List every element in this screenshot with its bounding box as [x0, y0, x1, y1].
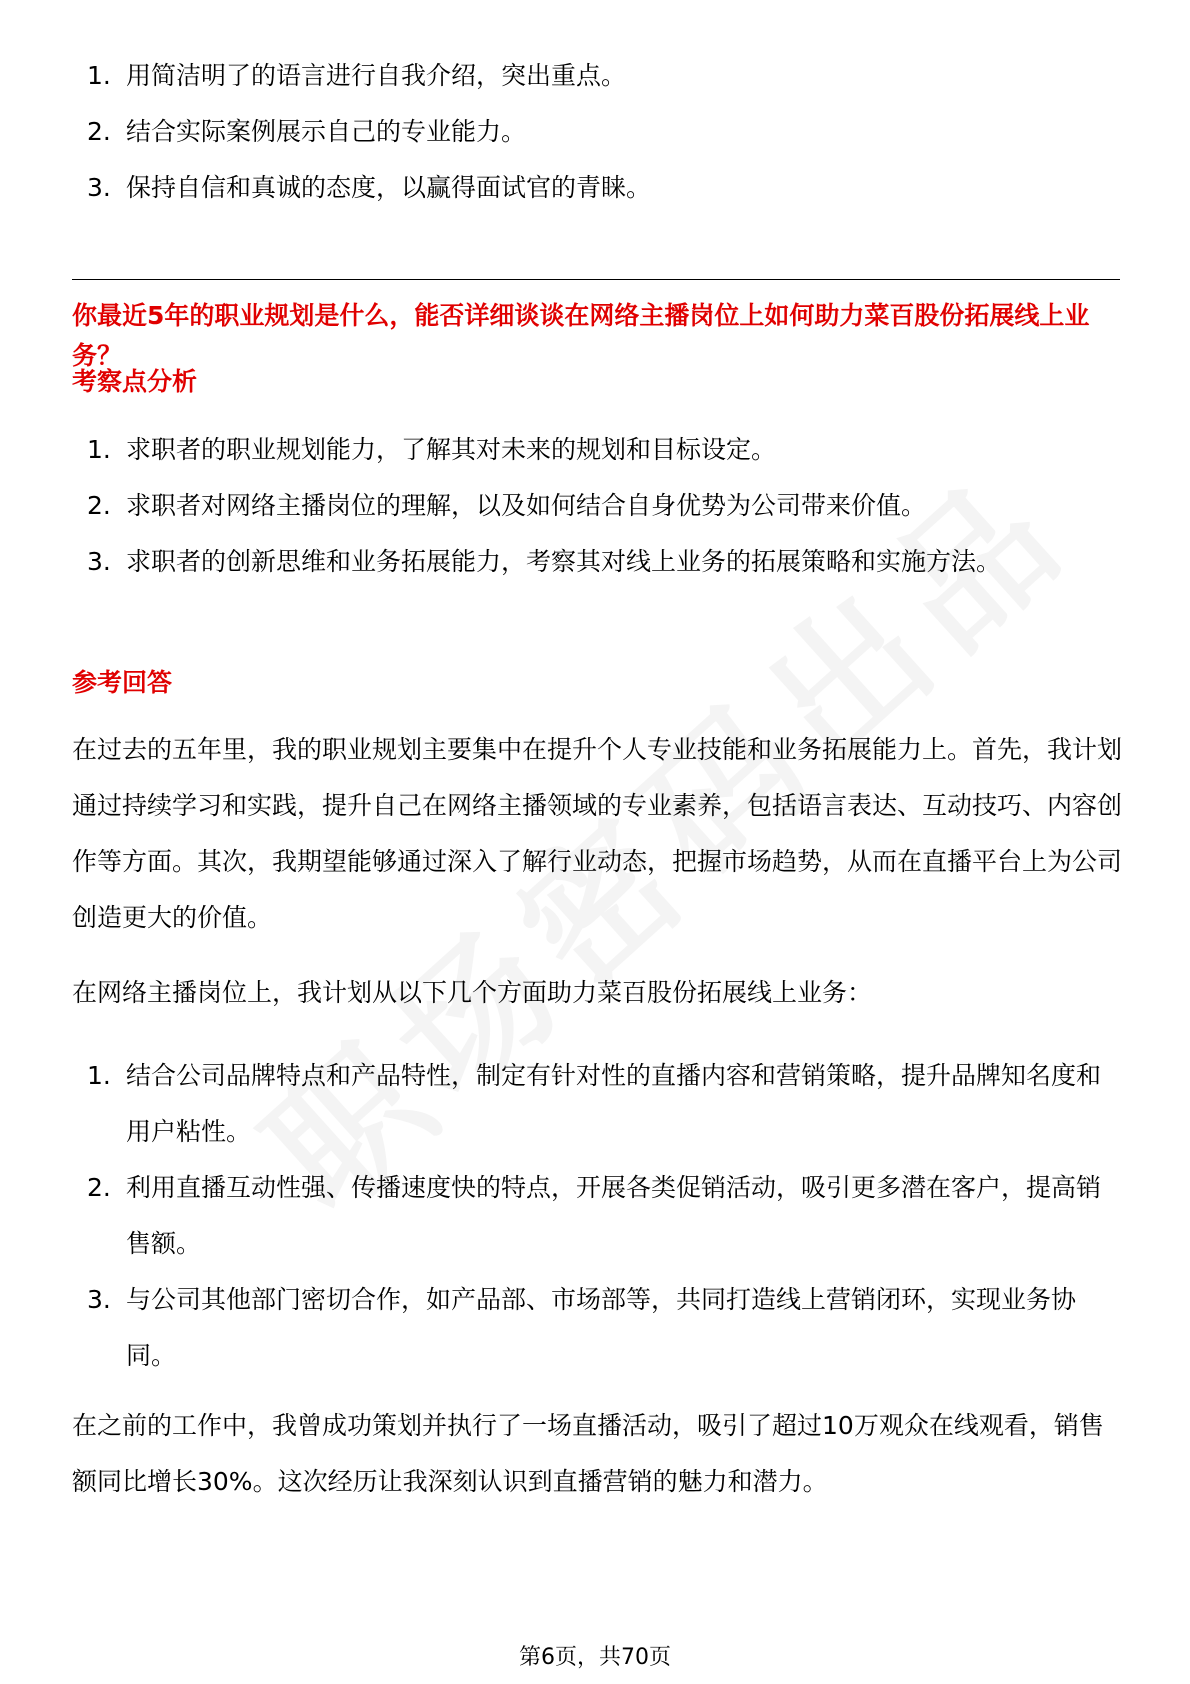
list-item — [0, 534, 1190, 590]
list-item-text: 求职者的创新思维和业务拓展能力，考察其对线上业务的拓展策略和实施方法。 — [126, 547, 1002, 576]
list-number: 2. — [87, 491, 111, 520]
list-item — [0, 422, 1190, 478]
list-number: 3. — [87, 547, 111, 576]
list-item — [0, 1048, 1190, 1160]
list-item-text: 结合公司品牌特点和产品特性，制定有针对性的直播内容和营销策略，提升品牌知名度和用户粘性。 — [126, 1061, 1102, 1146]
list-number: 2. — [87, 1173, 111, 1202]
answer-paragraph: 在过去的五年里，我的职业规划主要集中在提升个人专业技能和业务拓展能力上。首先，我计划通过持续学习和实践，提升自己在网络主播领域的专业素养，包括语言表达、互动技巧、内容创作等方面。其次，我期望能够通过深入了解行业动态，把握市场趋势，从而在直播平台上为公司创造更大的价值。 — [72, 735, 1123, 932]
analysis-heading: 考察点分析 — [72, 367, 198, 396]
list-item — [0, 478, 1190, 534]
list-item — [0, 1160, 1190, 1272]
list-item-text: 求职者对网络主播岗位的理解，以及如何结合自身优势为公司带来价值。 — [126, 491, 927, 520]
list-item-text: 利用直播互动性强、传播速度快的特点，开展各类促销活动，吸引更多潜在客户，提高销售额。 — [126, 1173, 1102, 1258]
list-item-text: 求职者的职业规划能力，了解其对未来的规划和目标设定。 — [126, 435, 777, 464]
list-item — [0, 48, 1190, 104]
list-number: 1. — [87, 61, 111, 90]
section-divider — [72, 279, 1120, 280]
question-heading: 你最近5年的职业规划是什么，能否详细谈谈在网络主播岗位上如何助力菜百股份拓展线上业务？ — [72, 301, 1090, 370]
list-item — [0, 104, 1190, 160]
list-item-text: 保持自信和真诚的态度，以赢得面试官的青睐。 — [126, 173, 652, 202]
list-number: 1. — [87, 435, 111, 464]
list-number: 1. — [87, 1061, 111, 1090]
list-item-text: 与公司其他部门密切合作，如产品部、市场部等，共同打造线上营销闭环，实现业务协同。 — [126, 1285, 1077, 1370]
answer-paragraph: 在网络主播岗位上，我计划从以下几个方面助力菜百股份拓展线上业务： — [72, 978, 873, 1007]
list-item-text: 用简洁明了的语言进行自我介绍，突出重点。 — [126, 61, 627, 90]
page-footer: 第6页，共70页 — [519, 1645, 671, 1670]
answer-heading: 参考回答 — [72, 668, 173, 697]
analysis-list — [0, 422, 1190, 590]
top-numbered-list — [0, 48, 1190, 216]
list-item — [0, 1272, 1190, 1384]
list-item — [0, 160, 1190, 216]
list-number: 2. — [87, 117, 111, 146]
list-number: 3. — [87, 173, 111, 202]
list-item-text: 结合实际案例展示自己的专业能力。 — [126, 117, 527, 146]
answer-paragraph: 在之前的工作中，我曾成功策划并执行了一场直播活动，吸引了超过10万观众在线观看，销售额同比增长30%。这次经历让我深刻认识到直播营销的魅力和潜力。 — [72, 1411, 1104, 1496]
answer-list — [0, 1048, 1190, 1384]
list-number: 3. — [87, 1285, 111, 1314]
